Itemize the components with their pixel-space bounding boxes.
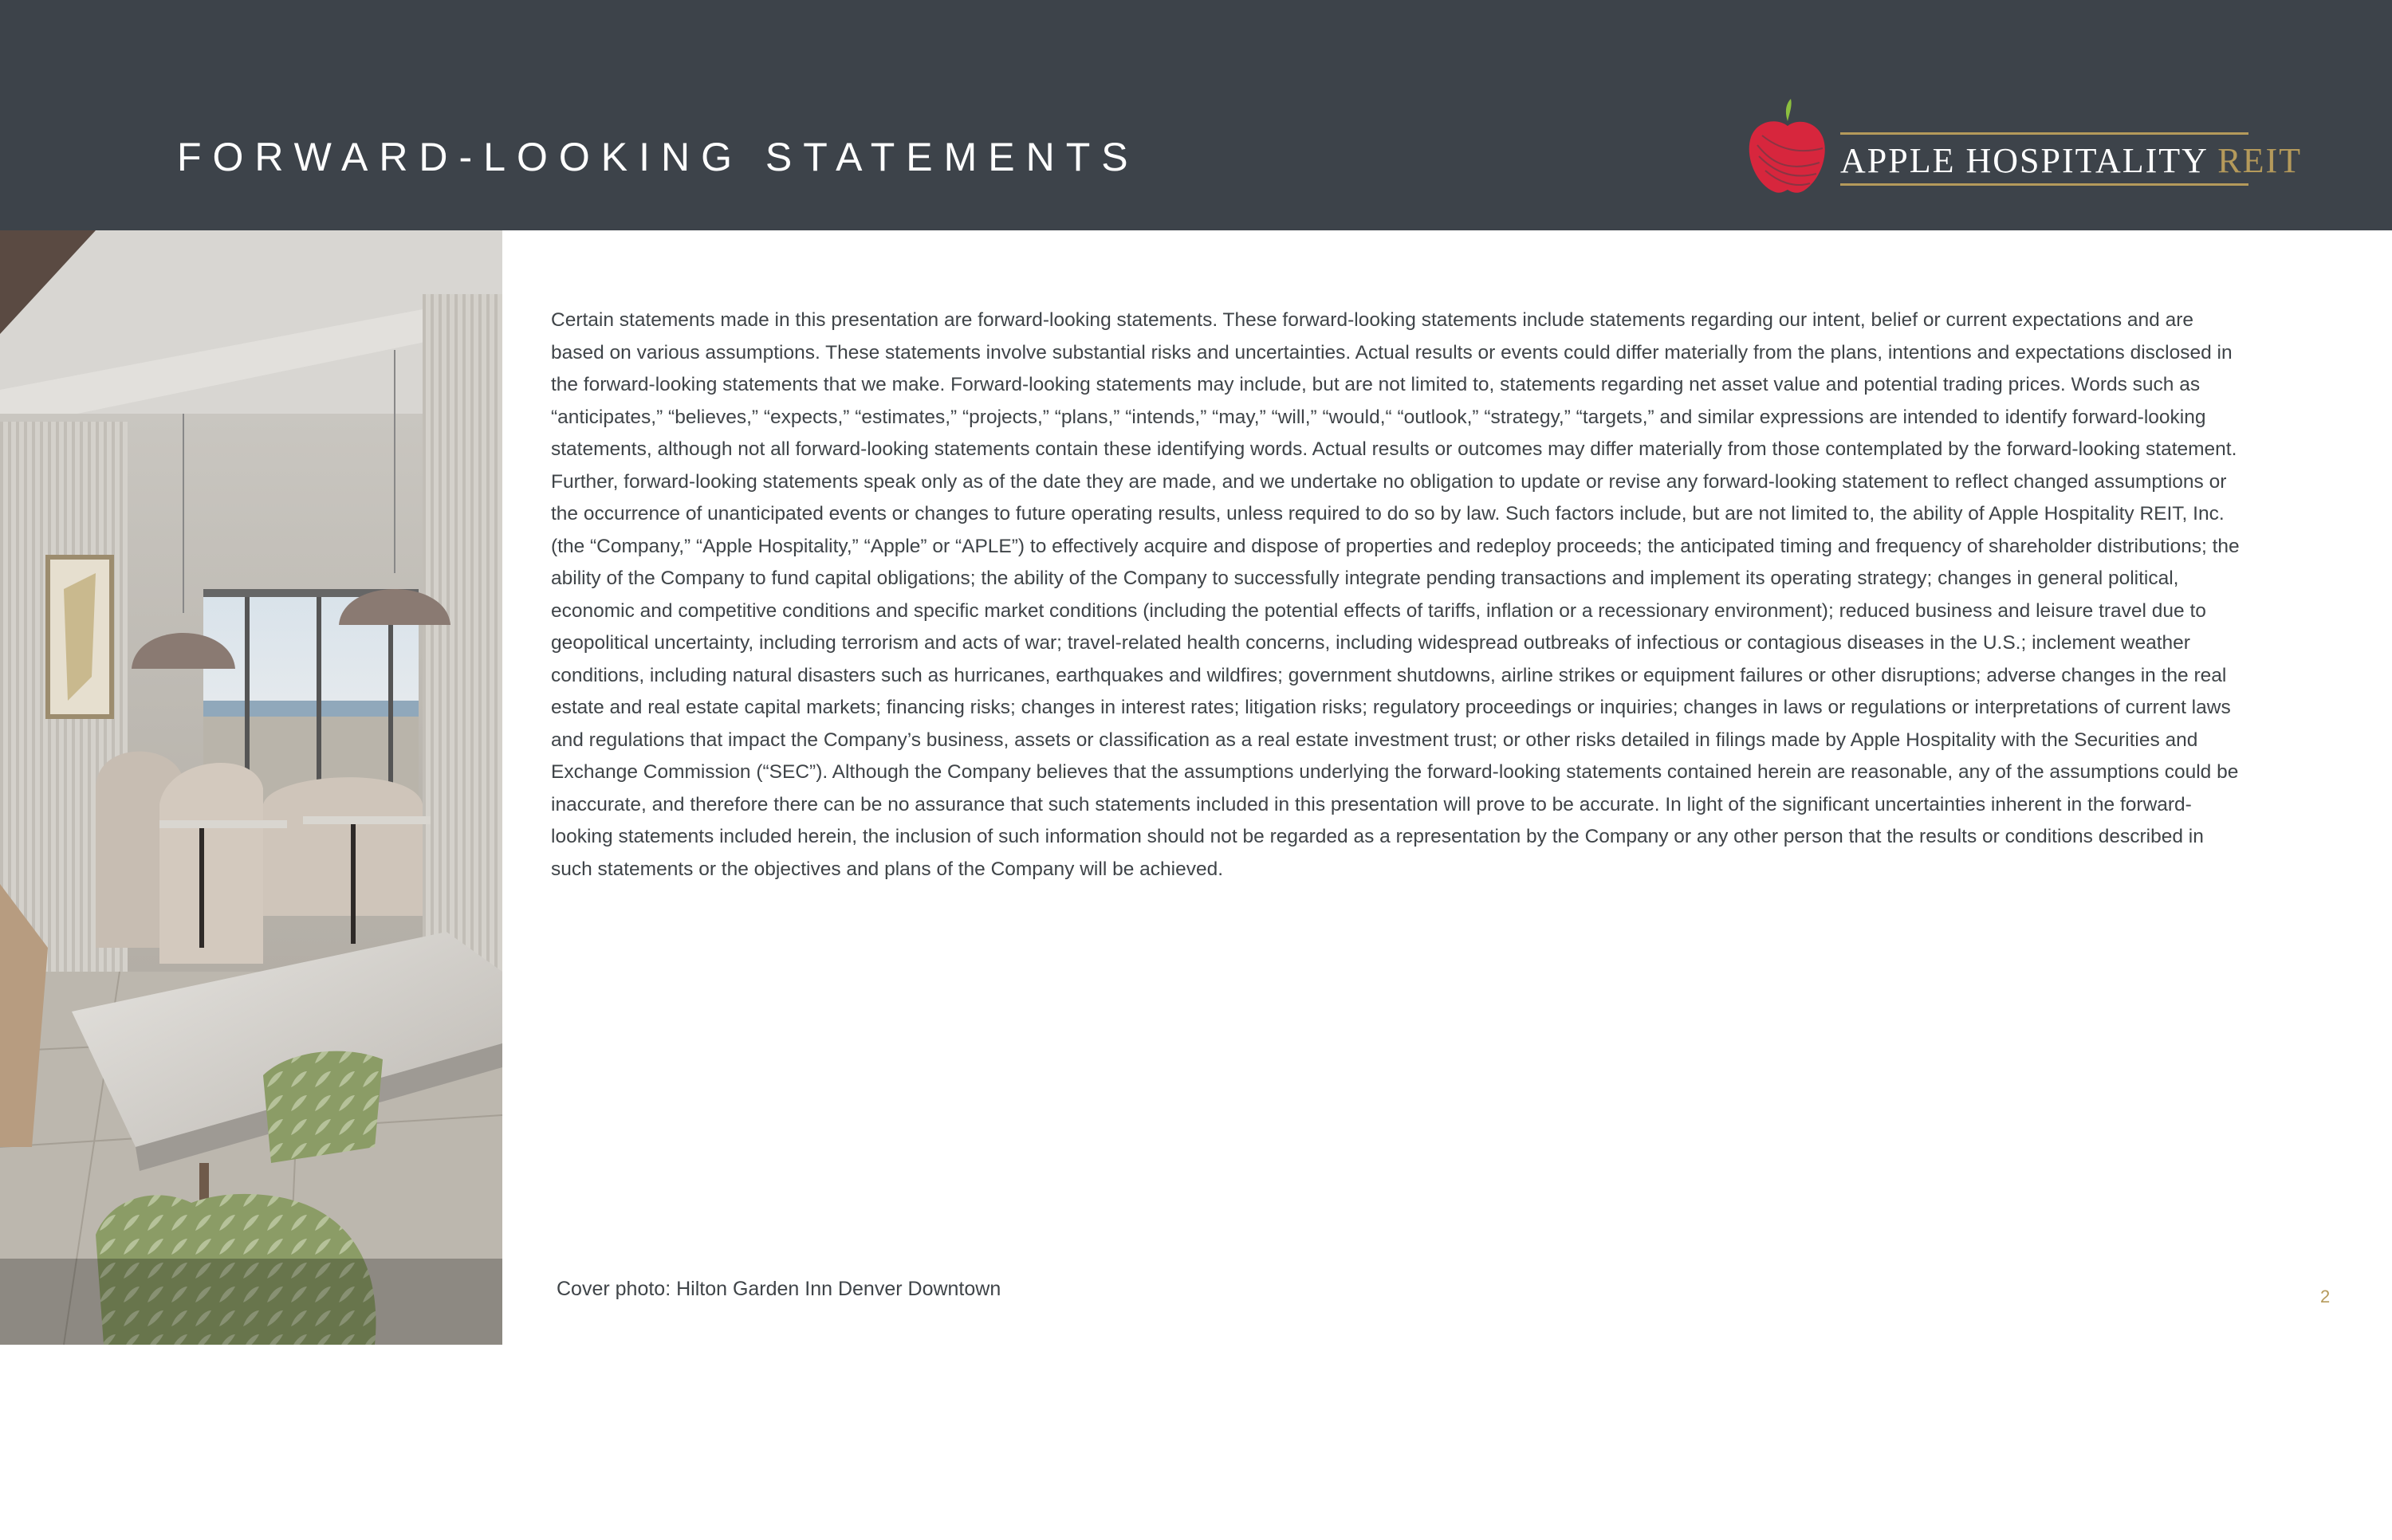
logo-rule-bottom	[1840, 183, 2248, 186]
photo-caption: COURTYARD VIRGINIA BEACH OCEANFRONT/SOUTH	[18, 1518, 488, 1539]
logo-name-accent: REIT	[2217, 141, 2303, 180]
logo-name-main: APPLE HOSPITALITY	[1840, 141, 2208, 180]
hotel-photo	[0, 230, 502, 1539]
page-title: FORWARD-LOOKING STATEMENTS	[177, 135, 1139, 179]
logo-rule-top	[1840, 132, 2248, 135]
company-logo	[1746, 97, 2303, 197]
apple-logo-icon	[1746, 97, 1830, 197]
hotel-interior-image	[0, 230, 502, 1345]
forward-looking-disclaimer: Certain statements made in this presentation are forward-looking statements. These forward-looking statements include statements regarding our intent, belief or current expectations and are based on various assumptions. These statements involve substantial risks and uncertainties. Actual results or events could differ materially from the plans, intentions and expectations disclosed in the forward-looking statements that we make. Forward-looking statements may include, but are not limited to, statements regarding net asset value and potential trading prices. Words such as “anticipates,” “believes,” “expects,” “estimates,” “projects,” “plans,” “intends,” “may,” “will,” “would,“ “outlook,” “strategy,” “targets,” and similar expressions are intended to identify forward-looking statements, although not all forward-looking statements contain these identifying words. Actual results or outcomes may differ materially from those contemplated by the forward-looking statement. Further, forward-looking statements speak only as of the date they are made, and we undertake no obligation to update or revise any forward-looking statement to reflect changed assumptions or the occurrence of unanticipated events or changes to future operating results, unless required to do so by law. Such factors include, but are not limited to, the ability of Apple Hospitality REIT, Inc. (the “Company,” “Apple Hospitality,” “Apple” or “APLE”) to effectively acquire and dispose of properties and redeploy proceeds; the anticipated timing and frequency of shareholder distributions; the ability of the Company to fund capital obligations; the ability of the Company to successfully integrate pending transactions and implement its operating strategy; changes in general political, economic and competitive conditions and specific market conditions (including the potential effects of tariffs, inflation or a recessionary environment); reduced business and leisure travel due to geopolitical uncertainty, including terrorism and acts of war; travel-related health concerns, including widespread outbreaks of infectious or contagious diseases in the U.S.; inclement weather conditions, including natural disasters such as hurricanes, earthquakes and wildfires; government shutdowns, airline strikes or equipment failures or other disruptions; adverse changes in the real estate and real estate capital markets; financing risks; changes in interest rates; litigation risks; regulatory proceedings or inquiries; changes in laws or regulations or interpretations of current laws and regulations that impact the Company’s business, assets or classification as a real estate investment trust; or other risks detailed in filings made by Apple Hospitality with the Securities and Exchange Commission (“SEC”). Although the Company believes that the assumptions underlying the forward-looking statements contained herein are reasonable, any of the assumptions could be inaccurate, and therefore there can be no assurance that such statements included in this presentation will prove to be accurate. In light of the significant uncertainties inherent in the forward-looking statements included herein, the inclusion of such information should not be regarded as a representation by the Company or any other person that the results or conditions described in such statements or the objectives and plans of the Company will be achieved.	[551, 309, 2240, 880]
header-bar	[0, 0, 2392, 230]
logo-wordmark	[1840, 140, 2302, 181]
page-number: 2	[2320, 1287, 2331, 1306]
cover-photo-credit: Cover photo: Hilton Garden Inn Denver Downtown	[557, 1278, 1001, 1300]
